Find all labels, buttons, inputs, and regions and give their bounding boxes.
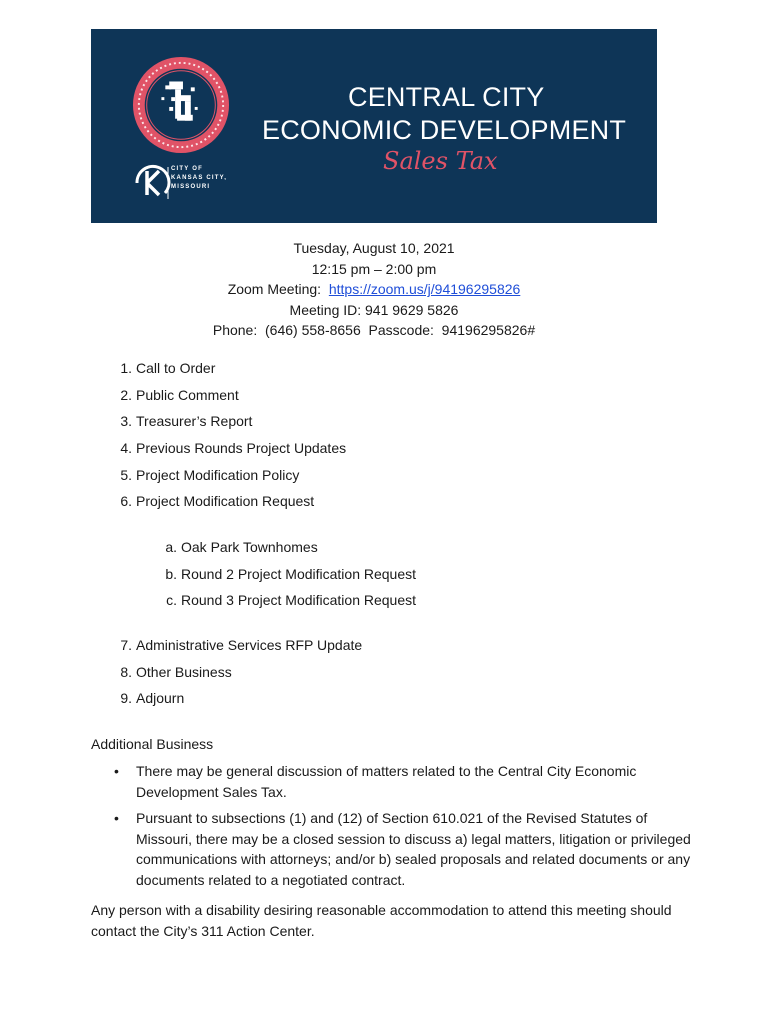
bullet-icon: • — [114, 763, 119, 779]
sub-agenda-label: Oak Park Townhomes — [181, 539, 318, 555]
banner-subtitle: Sales Tax — [383, 147, 498, 175]
agenda-label: Adjourn — [136, 690, 185, 707]
bullet-text: Pursuant to subsections (1) and (12) of Section 610.021 of the Revised Statutes of Missouri, there may be a closed session to discuss a) legal matters, litigation or privileged communications with attorneys; and/or b) sealed proposals and related documents or any documents related to a negotiated contract. — [136, 810, 691, 888]
sub-agenda-item — [166, 590, 417, 617]
agenda-label: Other Business — [136, 663, 232, 680]
meeting-info — [91, 238, 657, 341]
kc-line-3: MISSOURI — [171, 184, 211, 190]
meeting-time: 12:15 pm – 2:00 pm — [311, 260, 437, 277]
agenda-list — [120, 358, 347, 518]
agenda-item — [120, 411, 346, 438]
agenda-item — [120, 465, 346, 492]
agenda-number: 3. — [120, 413, 132, 430]
sub-agenda-letter: c. — [166, 592, 177, 609]
header-banner — [91, 29, 657, 223]
agenda-label: Public Comment — [136, 386, 239, 403]
zoom-label: Zoom Meeting: — [227, 281, 322, 298]
agenda-label: Call to Order — [136, 360, 216, 376]
meeting-date: Tuesday, August 10, 2021 — [293, 240, 455, 256]
agenda-item — [120, 491, 346, 518]
agenda-item — [120, 662, 362, 689]
agenda-label: Project Modification Policy — [136, 466, 300, 483]
agenda-label: Treasurer’s Report — [136, 413, 253, 430]
agenda-number: 9. — [120, 690, 132, 707]
bullet-text: There may be general discussion of matters related to the Central City Economic Development Sales Tax. — [136, 763, 637, 800]
sub-agenda-label: Round 3 Project Modification Request — [181, 592, 417, 609]
agenda-item — [120, 688, 362, 715]
meeting-phone: Phone: (646) 558-8656 Passcode: 94196295826# — [212, 322, 536, 339]
accommodation-notice: Any person with a disability desiring reasonable accommodation to attend this meeting should contact the City’s 311 Action Center. — [91, 902, 672, 939]
sub-agenda-letter: a. — [165, 539, 177, 555]
agenda-item — [120, 385, 346, 412]
kc-line-2: KANSAS CITY, — [171, 175, 228, 181]
agenda-label: Previous Rounds Project Updates — [136, 440, 347, 457]
zoom-line — [91, 279, 657, 300]
agenda-number: 5. — [120, 466, 132, 483]
sub-agenda-list — [165, 537, 417, 617]
kc-line-1: CITY OF — [171, 166, 203, 172]
agenda-label: Administrative Services RFP Update — [136, 637, 363, 653]
agenda-item — [120, 635, 363, 662]
agenda-number: 1. — [120, 360, 132, 376]
sub-agenda-label: Round 2 Project Modification Request — [181, 565, 417, 582]
agenda-number: 4. — [120, 440, 132, 457]
agenda-number: 8. — [120, 663, 132, 680]
agenda-number: 2. — [120, 386, 132, 403]
agenda-number: 6. — [120, 493, 132, 510]
additional-business-item — [114, 808, 696, 890]
agenda-item — [120, 358, 346, 385]
sub-agenda-item — [165, 564, 417, 591]
banner-title-line1: CENTRAL CITY — [348, 82, 545, 112]
agenda-list-continued — [120, 635, 363, 715]
additional-business-heading: Additional Business — [91, 736, 214, 752]
agenda-number: 7. — [120, 637, 132, 653]
seal-logo-icon — [132, 56, 230, 154]
banner-title-line2: ECONOMIC DEVELOPMENT — [262, 115, 627, 145]
sub-agenda-item — [165, 537, 416, 564]
additional-business-list — [114, 761, 696, 896]
kc-wordmark — [171, 165, 227, 192]
bullet-icon: • — [114, 810, 119, 826]
sub-agenda-letter: b. — [165, 565, 177, 582]
zoom-link[interactable]: https://zoom.us/j/94196295826 — [328, 281, 521, 298]
additional-business-item — [114, 761, 696, 802]
agenda-label: Project Modification Request — [136, 493, 315, 510]
agenda-item — [120, 438, 347, 465]
meeting-id: Meeting ID: 941 9629 5826 — [289, 301, 459, 318]
